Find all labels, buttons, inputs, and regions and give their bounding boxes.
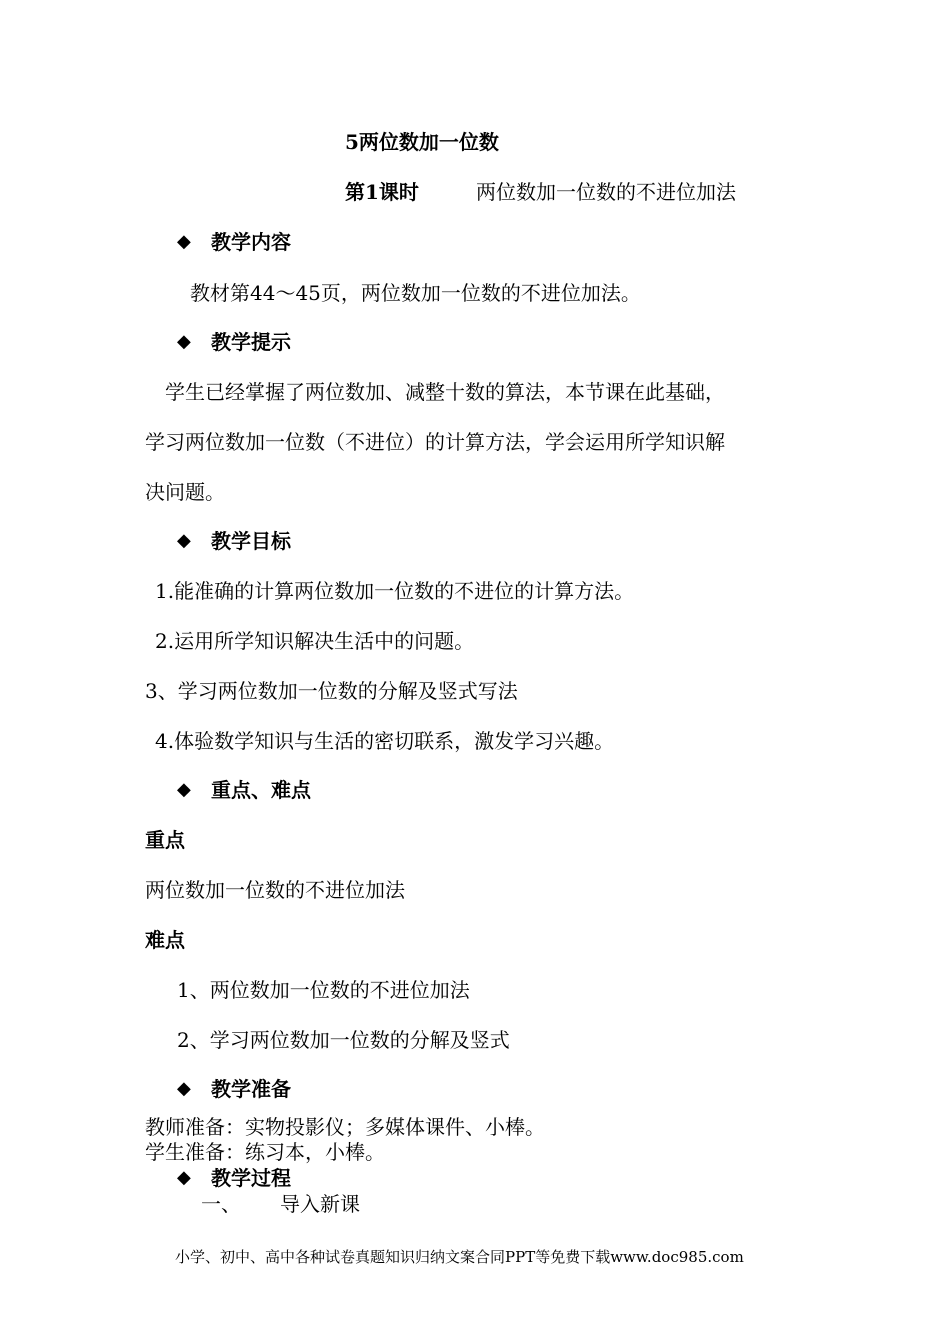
goal-item: 1.能准确的计算两位数加一位数的不进位的计算方法。 (155, 579, 635, 603)
section-heading-keypoints: 重点、难点 (211, 778, 311, 802)
section-heading-process: 教学过程 (211, 1166, 291, 1190)
goal-item: 2.运用所学知识解决生活中的问题。 (155, 629, 475, 653)
student-prep: 学生准备：练习本，小棒。 (145, 1140, 385, 1164)
section-heading-content: 教学内容 (211, 230, 291, 254)
process-step-text: 导入新课 (280, 1192, 360, 1216)
lesson-name: 两位数加一位数的不进位加法 (476, 180, 736, 204)
lesson-label: 第1课时 (345, 180, 419, 204)
section-heading-goals: 教学目标 (211, 529, 291, 553)
key-text: 两位数加一位数的不进位加法 (145, 878, 405, 902)
tips-line: 决问题。 (145, 480, 225, 504)
tips-line: 学生已经掌握了两位数加、减整十数的算法，本节课在此基础， (165, 380, 725, 404)
diamond-bullet-icon: ◆ (177, 779, 191, 800)
diamond-bullet-icon: ◆ (177, 231, 191, 252)
diamond-bullet-icon: ◆ (177, 331, 191, 352)
section-heading-prep: 教学准备 (211, 1077, 291, 1101)
diamond-bullet-icon: ◆ (177, 530, 191, 551)
page-title: 5两位数加一位数 (345, 130, 499, 154)
diamond-bullet-icon: ◆ (177, 1167, 191, 1188)
goal-item: 4.体验数学知识与生活的密切联系，激发学习兴趣。 (155, 729, 615, 753)
content-text: 教材第44～45页，两位数加一位数的不进位加法。 (190, 281, 641, 305)
process-step-number: 一、 (201, 1192, 241, 1216)
diamond-bullet-icon: ◆ (177, 1078, 191, 1099)
section-heading-tips: 教学提示 (211, 330, 291, 354)
difficulty-item: 1、两位数加一位数的不进位加法 (177, 978, 470, 1002)
goal-item: 3、学习两位数加一位数的分解及竖式写法 (145, 679, 518, 703)
key-label: 重点 (145, 828, 185, 852)
teacher-prep: 教师准备：实物投影仪；多媒体课件、小棒。 (145, 1115, 545, 1139)
tips-line: 学习两位数加一位数（不进位）的计算方法，学会运用所学知识解 (145, 430, 725, 454)
page-footer: 小学、初中、高中各种试卷真题知识归纳文案合同PPT等免费下载www.doc985.com (175, 1248, 744, 1266)
difficulty-label: 难点 (145, 928, 185, 952)
difficulty-item: 2、学习两位数加一位数的分解及竖式 (177, 1028, 510, 1052)
